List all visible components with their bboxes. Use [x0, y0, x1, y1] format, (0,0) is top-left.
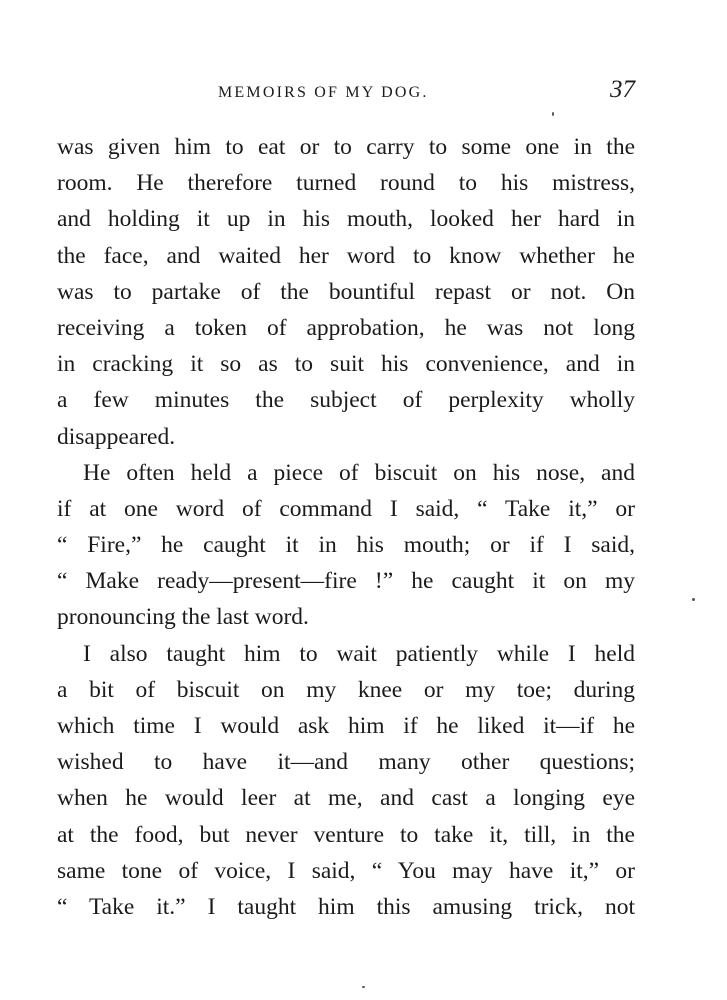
text-line: a few minutes the subject of perplexity wholly	[57, 387, 635, 414]
paragraph-end-line: pronouncing the last word.	[57, 604, 309, 631]
text-line: was to partake of the bountiful repast or not. On	[57, 278, 635, 305]
ink-fleck	[362, 986, 365, 988]
text-line: “ Take it.” I taught him this amusing trick, not	[57, 893, 635, 920]
text-line: when he would leer at me, and cast a longing eye	[57, 785, 635, 812]
text-line: the face, and waited her word to know whether he	[57, 242, 635, 269]
paragraph-start-line: He often held a piece of biscuit on his nose, and	[83, 459, 635, 486]
text-line: and holding it up in his mouth, looked her hard in	[57, 206, 635, 233]
running-head	[0, 76, 727, 110]
paragraph-end-line: disappeared.	[57, 423, 176, 450]
text-line: “ Make ready—present—fire !” he caught it on my	[57, 568, 635, 595]
body-text	[57, 129, 635, 925]
text-line: if at one word of command I said, “ Take it,” or	[57, 495, 635, 522]
text-line: in cracking it so as to suit his convenience, and in	[57, 351, 635, 378]
text-line: same tone of voice, I said, “ You may have it,” or	[57, 857, 635, 884]
text-line: room. He therefore turned round to his mistress,	[57, 170, 635, 197]
text-line: which time I would ask him if he liked it—if he	[57, 713, 635, 739]
ink-fleck	[552, 112, 554, 116]
text-line: wished to have it—and many other questions;	[57, 749, 635, 776]
text-line: was given him to eat or to carry to some one in the	[57, 134, 635, 160]
running-title: MEMOIRS OF MY DOG.	[218, 84, 429, 101]
text-line: “ Fire,” he caught it in his mouth; or if I said,	[57, 532, 635, 559]
text-line: at the food, but never venture to take it, till, in the	[57, 821, 635, 848]
ink-fleck	[692, 598, 695, 601]
text-line: a bit of biscuit on my knee or my toe; during	[57, 676, 635, 703]
text-line: receiving a token of approbation, he was not long	[57, 314, 635, 341]
paragraph-start-line: I also taught him to wait patiently while I held	[83, 640, 635, 667]
page-number: 37	[610, 76, 635, 103]
